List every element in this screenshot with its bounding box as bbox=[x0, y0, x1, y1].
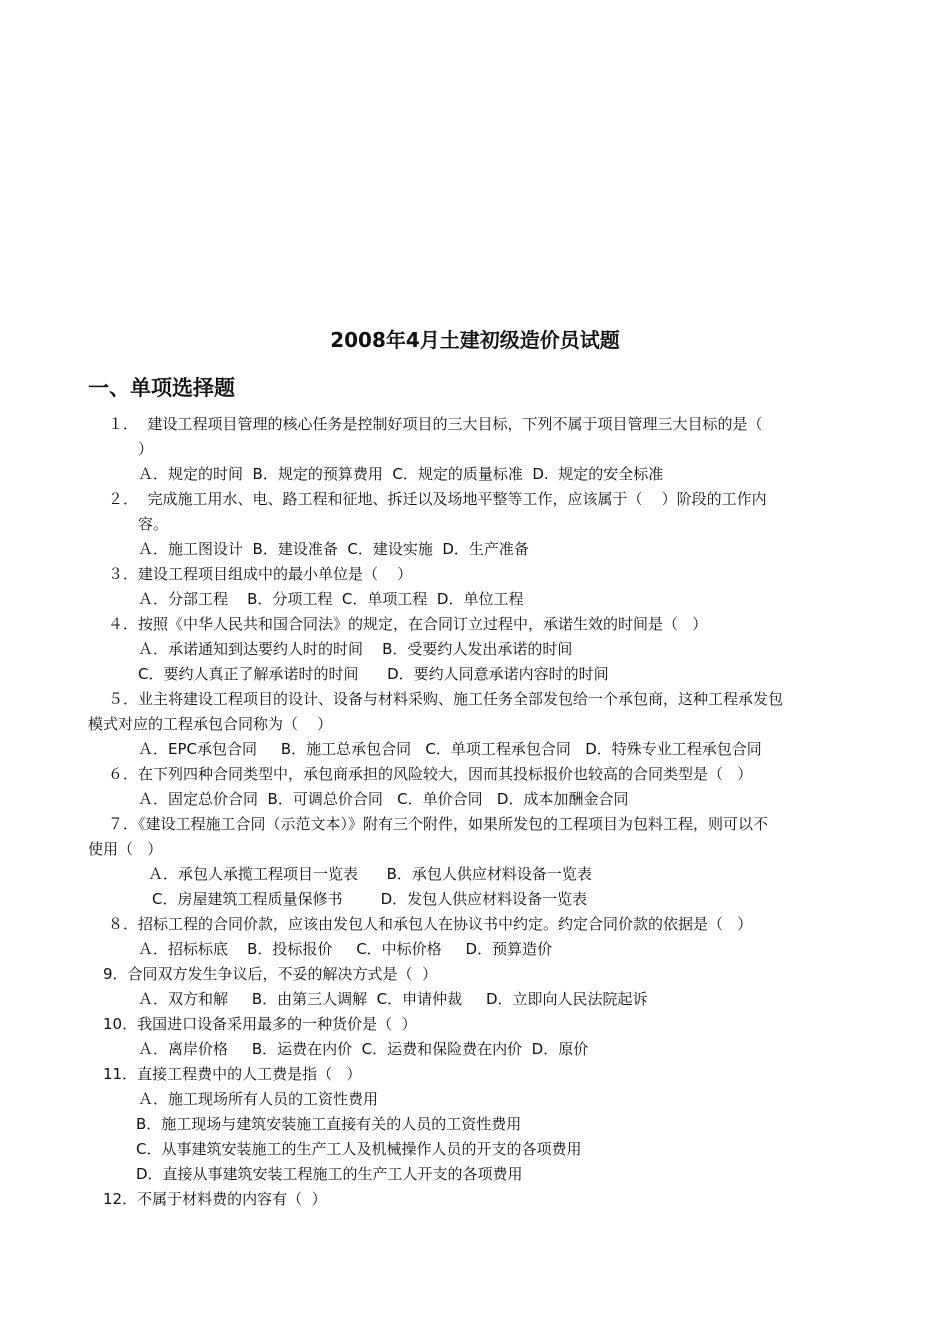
question-11-option-b: B．施工现场与建筑安装施工直接有关的人员的工资性费用 bbox=[136, 1115, 522, 1133]
section-heading: 一、单项选择题 bbox=[88, 376, 235, 400]
question-1-options: Ａ．规定的时间 B．规定的预算费用 C．规定的质量标准 D. 规定的安全标准 bbox=[138, 465, 664, 483]
question-9-options: Ａ．双方和解 B．由第三人调解 C．申请仲裁 D．立即向人民法院起诉 bbox=[138, 990, 648, 1008]
question-5-options: Ａ．EPC承包合同 B．施工总承包合同 C．单项工程承包合同 D．特殊专业工程承包合同 bbox=[138, 740, 762, 758]
question-2-line: 容。 bbox=[138, 515, 169, 533]
question-4-options: Ａ．承诺通知到达要约人时的时间 B．受要约人发出承诺的时间 bbox=[138, 640, 573, 658]
question-1-line: １． 建设工程项目管理的核心任务是控制好项目的三大目标，下列不属于项目管理三大目标的是（ bbox=[108, 415, 763, 433]
question-11-option-d: D．直接从事建筑安装工程施工的生产工人开支的各项费用 bbox=[136, 1165, 523, 1183]
question-10-options: Ａ．离岸价格 B．运费在内价 C．运费和保险费在内价 D．原价 bbox=[138, 1040, 589, 1058]
question-10-line: 10．我国进口设备采用最多的一种货价是（ ） bbox=[103, 1015, 417, 1033]
question-8-line: ８．招标工程的合同价款，应该由发包人和承包人在协议书中约定。约定合同价款的依据是（ ） bbox=[108, 915, 753, 933]
question-7-line: ７．《建设工程施工合同（示范文本）》附有三个附件，如果所发包的工程项目为包料工程，则可以不 bbox=[108, 815, 769, 833]
question-12-line: 12．不属于材料费的内容有（ ） bbox=[103, 1190, 327, 1208]
question-5-line: 模式对应的工程承包合同称为（ ） bbox=[88, 715, 333, 733]
question-7-options: Ａ．承包人承揽工程项目一览表 B．承包人供应材料设备一览表 bbox=[148, 865, 592, 883]
question-7-options: C．房屋建筑工程质量保修书 D．发包人供应材料设备一览表 bbox=[152, 890, 588, 908]
question-4-options: C．要约人真正了解承诺时的时间 D．要约人同意承诺内容时的时间 bbox=[138, 665, 609, 683]
question-9-line: 9．合同双方发生争议后，不妥的解决方式是（ ） bbox=[103, 965, 438, 983]
question-2-options: Ａ．施工图设计 B．建设准备 C．建设实施 D．生产准备 bbox=[138, 540, 529, 558]
question-4-line: ４．按照《中华人民共和国合同法》的规定，在合同订立过程中，承诺生效的时间是（ ） bbox=[108, 615, 708, 633]
document-title: 2008年4月土建初级造价员试题 bbox=[330, 328, 620, 352]
question-8-options: Ａ．招标标底 B．投标报价 C．中标价格 D．预算造价 bbox=[138, 940, 553, 958]
question-2-line: ２． 完成施工用水、电、路工程和征地、拆迁以及场地平整等工作，应该属于（ ）阶段的工作内 bbox=[108, 490, 767, 508]
question-1-line: ） bbox=[138, 440, 154, 458]
question-6-options: Ａ．固定总价合同 B．可调总价合同 C．单价合同 D．成本加酬金合同 bbox=[138, 790, 629, 808]
question-11-option-c: C．从事建筑安装施工的生产工人及机械操作人员的开支的各项费用 bbox=[136, 1140, 582, 1158]
question-3-options: Ａ．分部工程 B．分项工程 C．单项工程 D．单位工程 bbox=[138, 590, 524, 608]
question-7-line: 使用（ ） bbox=[88, 840, 163, 858]
question-11-line: 11．直接工程费中的人工费是指（ ） bbox=[103, 1065, 362, 1083]
question-11-option-a: Ａ．施工现场所有人员的工资性费用 bbox=[138, 1090, 379, 1108]
question-5-line: ５．业主将建设工程项目的设计、设备与材料采购、施工任务全部发包给一个承包商，这种工程承发包 bbox=[108, 690, 784, 708]
question-3-line: ３．建设工程项目组成中的最小单位是（ ） bbox=[108, 565, 413, 583]
question-6-line: ６．在下列四种合同类型中，承包商承担的风险较大，因而其投标报价也较高的合同类型是（ ） bbox=[108, 765, 753, 783]
